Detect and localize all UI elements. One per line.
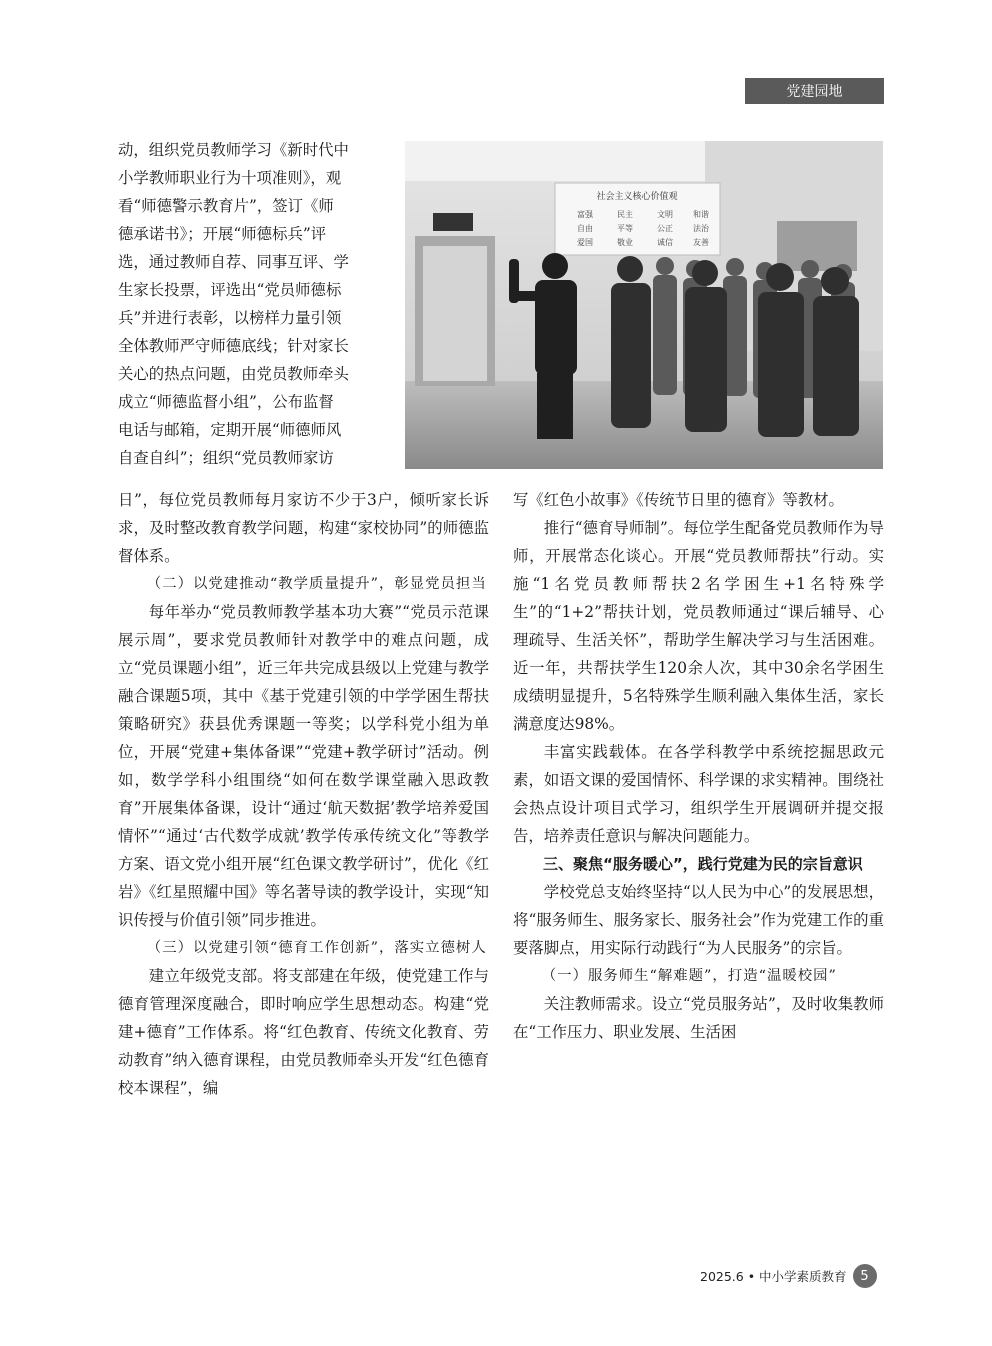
- sign-value: 法治: [693, 224, 709, 233]
- text-line: 关心的热点问题，由党员教师牵头: [118, 365, 349, 383]
- text-line: 兵”并进行表彰，以榜样力量引领: [118, 309, 342, 327]
- page-footer: [700, 1264, 877, 1288]
- text-line: 选，通过教师自荐、同事互评、学: [118, 253, 349, 271]
- text-line: 自查自纠”；组织“党员教师家访: [118, 449, 334, 467]
- section-tag: 党建园地: [745, 78, 884, 104]
- text-line: 成立“师德监督小组”，公布监督: [118, 393, 334, 411]
- paragraph: 关注教师需求。设立“党员服务站”，及时收集教师在“工作压力、职业发展、生活困: [513, 995, 884, 1041]
- text-line: 生家长投票，评选出“党员师德标: [118, 281, 342, 299]
- oath-ceremony-photo: [405, 141, 883, 469]
- paragraph: 推行“德育导师制”。每位学生配备党员教师作为导师，开展常态化谈心。开展“党员教师帮扶”行动。实施“1名党员教师帮扶2名学困生+1名特殊学生”的“1+2”帮扶计划，党员教师通过“课后辅导、心理疏导、生活关怀”，帮助学生解决学习与生活困难。近一年，共帮扶学生120余人次，其中30余名学困生成绩明显提升，5名特殊学生顺利融入集体生活，家长满意度达98%。: [513, 519, 884, 733]
- text-line: 看“师德警示教育片”，签订《师: [118, 197, 334, 215]
- sign-title: 社会主义核心价值观: [596, 192, 678, 202]
- paragraph: 每年举办“党员教师教学基本功大赛”“党员示范课展示周”，要求党员教师针对教学中的难点问题，成立“党员课题小组”，近三年共完成县级以上党建与教学融合课题5项，其中《基于党建引领的中学学困生帮扶策略研究》获县优秀课题一等奖；以学科党小组为单位，开展“党建+集体备课”“党建+教学研讨”活动。例如，数学学科小组围绕“如何在数学课堂融入思政教育”开展集体备课，设计“通过‘航天数据’教学培养爱国情怀”“通过‘古代数学成就’教学传承传统文化”等教学方案、语文党小组开展“红色课文教学研讨”，优化《红岩》《红星照耀中国》等名著导读的教学设计，实现“知识传授与价值引领”同步推进。: [118, 603, 489, 929]
- text-line: 德承诺书》；开展“师德标兵”评: [118, 225, 327, 243]
- text-line: 全体教师严守师德底线；针对家长: [118, 337, 349, 355]
- sign-value: 文明: [657, 210, 673, 219]
- page-number: 5: [853, 1264, 877, 1288]
- section-heading: 三、聚焦“服务暖心”，践行党建为民的宗旨意识: [543, 855, 863, 873]
- paragraph: 学校党总支始终坚持“以人民为中心”的发展思想，将“服务师生、服务家长、服务社会”作为党建工作的重要落脚点，用实际行动践行“为人民服务”的宗旨。: [513, 883, 884, 957]
- issue-label: 2025.6 • 中小学素质教育: [700, 1269, 847, 1284]
- text-line: 电话与邮箱，定期开展“师德师风: [118, 421, 342, 439]
- paragraph: 写《红色小故事》《传统节日里的德育》等教材。: [513, 491, 844, 509]
- sign-value: 公正: [657, 224, 673, 233]
- paragraph: 建立年级党支部。将支部建在年级，使党建工作与德育管理深度融合，即时响应学生思想动态。构建“党建+德育”工作体系。将“红色教育、传统文化教育、劳动教育”纳入德育课程，由党员教师牵头开发“红色德育校本课程”，编: [118, 967, 489, 1097]
- left-top-column: [118, 136, 390, 472]
- sign-value: 富强: [577, 210, 593, 219]
- sign-value: 平等: [617, 224, 633, 233]
- subheading: （二）以党建推动“教学质量提升”，彰显党员担当: [146, 576, 487, 592]
- sign-value: 诚信: [657, 238, 673, 247]
- text-line: 小学教师职业行为十项准则》，观: [118, 169, 342, 187]
- text-line: 动，组织党员教师学习《新时代中: [118, 141, 349, 159]
- sign-value: 自由: [577, 224, 593, 233]
- slogan-sign: [555, 183, 720, 255]
- sign-value: 民主: [617, 210, 633, 219]
- left-column: [118, 486, 489, 1102]
- sign-value: 友善: [693, 238, 709, 247]
- subheading: （三）以党建引领“德育工作创新”，落实立德树人: [146, 940, 487, 956]
- paragraph: 丰富实践载体。在各学科教学中系统挖掘思政元素，如语文课的爱国情怀、科学课的求实精神。围绕社会热点设计项目式学习，组织学生开展调研并提交报告，培养责任意识与解决问题能力。: [513, 743, 884, 845]
- paragraph: 日”，每位党员教师每月家访不少于3户，倾听家长诉求，及时整改教育教学问题，构建“家校协同”的师德监督体系。: [118, 491, 489, 565]
- sign-value: 爱国: [577, 238, 593, 247]
- subheading: （一）服务师生“解难题”，打造“温暖校园”: [541, 968, 837, 984]
- sign-value: 和谐: [693, 210, 709, 219]
- right-column: [513, 486, 884, 1046]
- sign-value: 敬业: [617, 238, 633, 247]
